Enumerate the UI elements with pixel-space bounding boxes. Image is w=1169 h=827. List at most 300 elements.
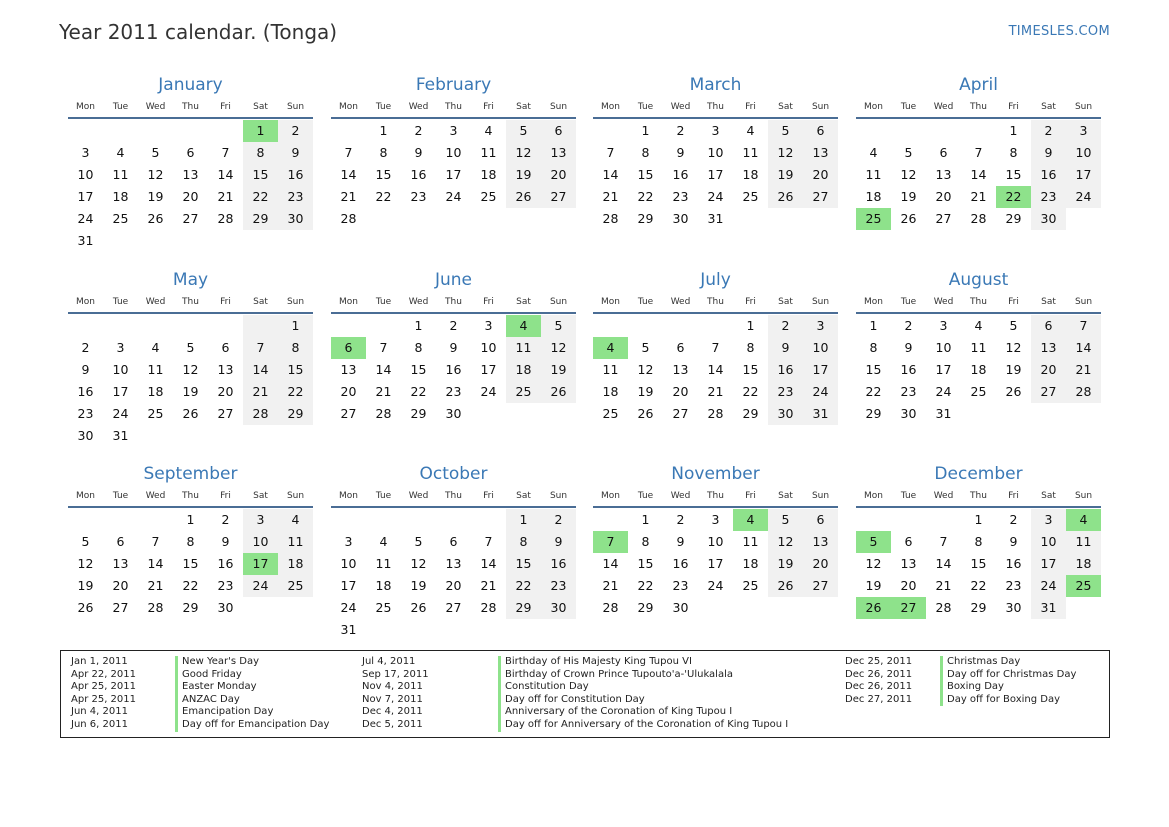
empty-cell [593,509,628,531]
weekday-label: Sat [1041,102,1056,112]
page-title: Year 2011 calendar. (Tonga) [59,20,338,44]
day-cell: 8 [186,534,195,549]
day-cell: 9 [768,337,803,359]
day-cell: 9 [221,534,230,549]
weekday-label: Sun [811,102,830,112]
empty-cell [68,315,103,337]
day-cell: 3 [81,145,90,160]
weekday-header [593,489,838,503]
holiday-date: Apr 25, 2011 [71,681,137,693]
day-cell: 26 [768,575,803,597]
day-cell: 30 [541,597,576,619]
day-cell: 21 [480,578,497,593]
holiday-date: Dec 5, 2011 [362,718,423,730]
site-link[interactable]: TIMESLES.COM [1008,24,1110,39]
day-cell: 6 [803,509,838,531]
weekday-label: Fri [1008,102,1019,112]
day-cell: 16 [768,359,803,381]
empty-cell [541,619,576,641]
month-september [68,463,313,619]
empty-cell [401,619,436,641]
month-name: September [143,464,238,484]
day-cell: 19 [768,553,803,575]
day-cell: 7 [1066,315,1101,337]
day-cell: 8 [243,142,278,164]
day-cell: 30 [1031,208,1066,230]
day-cell: 23 [217,578,234,593]
day-cell: 3 [1066,120,1101,142]
day-cell: 28 [147,600,164,615]
weekday-label: Mon [76,491,95,501]
day-cell: 7 [711,340,720,355]
day-cell: 10 [340,556,357,571]
weekday-label: Wed [670,297,691,307]
holiday-day-cell: 4 [1066,509,1101,531]
day-cell: 15 [410,362,427,377]
day-cell: 17 [707,167,724,182]
day-cell: 30 [445,406,462,421]
weekday-label: Fri [745,102,756,112]
day-cell: 27 [445,600,462,615]
weekday-label: Sun [549,491,568,501]
holiday-name: Day off for Boxing Day [947,693,1061,705]
day-cell: 25 [480,189,497,204]
day-cell: 15 [742,362,759,377]
weekday-label: Thu [445,102,462,112]
day-cell: 13 [217,362,234,377]
empty-cell [541,403,576,425]
day-cell: 28 [602,211,619,226]
holiday-date: Dec 26, 2011 [845,668,913,680]
day-cell: 21 [375,384,392,399]
day-cell: 17 [340,578,357,593]
day-cell: 22 [506,575,541,597]
day-cell: 23 [541,575,576,597]
day-cell: 5 [151,145,160,160]
day-cell: 1 [641,123,650,138]
day-cell: 23 [1031,186,1066,208]
weekday-label: Tue [375,102,392,112]
holiday-date: Dec 26, 2011 [845,681,913,693]
day-cell: 24 [340,600,357,615]
day-cell: 14 [147,556,164,571]
day-cell: 3 [116,340,125,355]
day-cell: 21 [602,578,619,593]
day-cell: 30 [672,600,689,615]
month-name: March [689,75,742,95]
day-cell: 1 [1009,123,1018,138]
weekday-label: Mon [76,102,95,112]
day-cell: 6 [939,145,948,160]
day-cell: 26 [506,186,541,208]
day-cell: 8 [1009,145,1018,160]
day-cell: 8 [414,340,423,355]
day-cell: 31 [1031,597,1066,619]
month-december [856,463,1101,619]
weekday-header [331,295,576,309]
holiday-date: Jul 4, 2011 [362,656,416,667]
empty-cell [138,120,173,142]
day-cell: 9 [81,362,90,377]
empty-cell [208,230,243,252]
day-cell: 24 [77,211,94,226]
day-cell: 26 [637,406,654,421]
empty-cell [68,509,103,531]
day-cell: 11 [480,145,497,160]
day-cell: 8 [974,534,983,549]
day-cell: 27 [935,211,952,226]
empty-cell [768,597,803,619]
day-cell: 10 [707,534,724,549]
weekday-header [331,100,576,114]
day-cell: 20 [672,384,689,399]
day-cell: 24 [112,406,129,421]
day-cell: 24 [480,384,497,399]
day-cell: 21 [340,189,357,204]
legend-date-column [71,656,136,732]
empty-cell [506,619,541,641]
weekday-label: Wed [145,491,166,501]
day-cell: 13 [803,142,838,164]
day-cell: 12 [1005,340,1022,355]
day-cell: 10 [1066,142,1101,164]
empty-cell [173,230,208,252]
day-grid [331,315,576,425]
day-cell: 12 [182,362,199,377]
divider [331,506,576,508]
weekday-label: Mon [601,102,620,112]
day-cell: 15 [182,556,199,571]
weekday-label: Fri [1008,491,1019,501]
day-cell: 2 [904,318,913,333]
weekday-label: Mon [864,297,883,307]
weekday-label: Wed [408,102,429,112]
day-cell: 29 [970,600,987,615]
day-cell: 17 [1066,164,1101,186]
empty-cell [698,597,733,619]
day-cell: 26 [768,186,803,208]
weekday-header [856,295,1101,309]
day-cell: 10 [77,167,94,182]
month-name: July [700,270,731,290]
empty-cell [1066,597,1101,619]
month-name: August [948,270,1009,290]
day-cell: 8 [379,145,388,160]
day-cell: 16 [278,164,313,186]
day-cell: 5 [506,120,541,142]
day-cell: 7 [606,145,615,160]
empty-cell [278,425,313,447]
holiday-date: Apr 22, 2011 [71,668,137,680]
month-may [68,269,313,447]
empty-cell [103,120,138,142]
day-cell: 20 [217,384,234,399]
day-cell: 18 [970,362,987,377]
day-cell: 3 [711,123,720,138]
divider [856,506,1101,508]
weekday-label: Sat [516,102,531,112]
day-cell: 14 [217,167,234,182]
day-cell: 10 [935,340,952,355]
day-cell: 7 [344,145,353,160]
day-cell: 5 [768,120,803,142]
month-november [593,463,838,619]
day-cell: 27 [1031,381,1066,403]
empty-cell [278,597,313,619]
weekday-label: Mon [864,491,883,501]
empty-cell [1031,403,1066,425]
empty-cell [471,619,506,641]
day-cell: 9 [414,145,423,160]
day-cell: 22 [375,189,392,204]
weekday-label: Fri [220,102,231,112]
day-cell: 14 [602,556,619,571]
day-cell: 23 [410,189,427,204]
day-cell: 3 [939,318,948,333]
weekday-label: Sat [516,491,531,501]
day-cell: 6 [676,340,685,355]
empty-cell [768,208,803,230]
holiday-day-cell: 17 [243,553,278,575]
day-cell: 11 [375,556,392,571]
day-cell: 4 [278,509,313,531]
day-cell: 19 [1005,362,1022,377]
day-cell: 22 [243,186,278,208]
weekday-header [68,100,313,114]
day-grid [856,120,1101,230]
weekday-label: Tue [900,102,917,112]
weekday-label: Mon [864,102,883,112]
day-cell: 13 [803,531,838,553]
empty-cell [1066,403,1101,425]
day-cell: 19 [541,359,576,381]
day-cell: 1 [641,512,650,527]
day-cell: 15 [278,359,313,381]
weekday-label: Fri [483,102,494,112]
day-cell: 18 [742,556,759,571]
month-april [856,74,1101,230]
day-cell: 22 [637,578,654,593]
weekday-label: Sat [778,297,793,307]
holiday-name: ANZAC Day [182,693,240,705]
day-cell: 19 [182,384,199,399]
weekday-header [68,489,313,503]
day-cell: 25 [506,381,541,403]
day-cell: 18 [112,189,129,204]
day-cell: 19 [900,189,917,204]
weekday-label: Tue [112,297,129,307]
day-cell: 15 [637,556,654,571]
day-cell: 25 [742,578,759,593]
weekday-label: Sat [778,491,793,501]
day-cell: 10 [480,340,497,355]
day-cell: 4 [116,145,125,160]
day-cell: 25 [278,575,313,597]
day-cell: 11 [865,167,882,182]
day-cell: 15 [970,556,987,571]
day-cell: 18 [375,578,392,593]
day-cell: 29 [243,208,278,230]
day-cell: 1 [379,123,388,138]
day-grid [593,509,838,619]
legend-name-column [175,656,329,732]
day-cell: 15 [637,167,654,182]
day-cell: 13 [1031,337,1066,359]
day-cell: 23 [768,381,803,403]
empty-cell [208,425,243,447]
day-cell: 17 [935,362,952,377]
weekday-header [593,295,838,309]
day-cell: 19 [506,164,541,186]
day-cell: 10 [112,362,129,377]
day-cell: 13 [900,556,917,571]
day-cell: 17 [112,384,129,399]
day-cell: 7 [243,337,278,359]
day-cell: 31 [935,406,952,421]
empty-cell [436,619,471,641]
day-cell: 12 [900,167,917,182]
empty-cell [331,120,366,142]
weekday-label: Fri [1008,297,1019,307]
weekday-header [331,489,576,503]
day-cell: 25 [970,384,987,399]
empty-cell [996,403,1031,425]
month-name: December [934,464,1023,484]
weekday-label: Wed [933,102,954,112]
day-cell: 10 [243,531,278,553]
weekday-label: Sat [253,297,268,307]
holiday-day-cell: 25 [856,208,891,230]
day-cell: 6 [449,534,458,549]
weekday-label: Fri [483,491,494,501]
day-cell: 18 [1066,553,1101,575]
weekday-label: Thu [970,102,987,112]
weekday-label: Mon [76,297,95,307]
day-cell: 24 [707,578,724,593]
day-cell: 16 [672,556,689,571]
day-cell: 14 [1066,337,1101,359]
day-cell: 18 [742,167,759,182]
day-cell: 20 [803,553,838,575]
day-cell: 19 [77,578,94,593]
month-name: February [415,75,492,95]
day-cell: 19 [865,578,882,593]
weekday-label: Sat [1041,491,1056,501]
empty-cell [961,403,996,425]
day-cell: 31 [340,622,357,637]
holiday-date: Sep 17, 2011 [362,668,429,680]
empty-cell [891,120,926,142]
day-cell: 24 [707,189,724,204]
day-cell: 16 [445,362,462,377]
day-cell: 8 [641,145,650,160]
day-cell: 4 [379,534,388,549]
divider [68,506,313,508]
empty-cell [103,509,138,531]
day-cell: 4 [484,123,493,138]
month-february [331,74,576,230]
day-cell: 5 [81,534,90,549]
day-cell: 11 [742,534,759,549]
day-cell: 6 [803,120,838,142]
day-cell: 23 [1005,578,1022,593]
day-cell: 23 [77,406,94,421]
weekday-label: Thu [182,102,199,112]
day-cell: 21 [602,189,619,204]
weekday-label: Tue [112,102,129,112]
empty-cell [733,597,768,619]
weekday-label: Thu [707,102,724,112]
day-cell: 15 [243,164,278,186]
day-cell: 11 [970,340,987,355]
day-cell: 21 [243,381,278,403]
day-cell: 22 [278,381,313,403]
day-cell: 8 [869,340,878,355]
weekday-label: Mon [339,297,358,307]
day-cell: 18 [865,189,882,204]
empty-cell [208,315,243,337]
weekday-label: Sun [286,102,305,112]
day-cell: 26 [147,211,164,226]
weekday-label: Sun [286,297,305,307]
day-grid [856,509,1101,619]
day-cell: 27 [112,600,129,615]
day-cell: 9 [449,340,458,355]
weekday-label: Tue [637,102,654,112]
day-cell: 25 [112,211,129,226]
day-cell: 6 [116,534,125,549]
weekday-label: Tue [637,491,654,501]
day-cell: 23 [445,384,462,399]
weekday-label: Tue [900,491,917,501]
empty-cell [366,619,401,641]
weekday-header [856,100,1101,114]
empty-cell [698,315,733,337]
weekday-header [593,100,838,114]
day-cell: 10 [803,337,838,359]
day-cell: 30 [77,428,94,443]
day-cell: 26 [182,406,199,421]
weekday-label: Thu [970,491,987,501]
holiday-name: Constitution Day [505,681,589,693]
day-cell: 2 [676,512,685,527]
weekday-label: Thu [707,491,724,501]
day-cell: 27 [541,186,576,208]
empty-cell [593,120,628,142]
empty-cell [506,403,541,425]
day-cell: 1 [974,512,983,527]
day-cell: 20 [445,578,462,593]
empty-cell [243,230,278,252]
day-cell: 14 [707,362,724,377]
empty-cell [891,509,926,531]
weekday-label: Wed [408,297,429,307]
empty-cell [278,230,313,252]
day-cell: 31 [112,428,129,443]
empty-cell [243,425,278,447]
day-cell: 11 [1066,531,1101,553]
day-cell: 17 [1031,553,1066,575]
weekday-label: Wed [145,102,166,112]
weekday-label: Sun [1074,297,1093,307]
weekday-label: Wed [933,297,954,307]
day-cell: 6 [904,534,913,549]
empty-cell [103,315,138,337]
weekday-label: Wed [670,491,691,501]
holiday-day-cell: 5 [856,531,891,553]
weekday-label: Sun [1074,102,1093,112]
empty-cell [926,509,961,531]
